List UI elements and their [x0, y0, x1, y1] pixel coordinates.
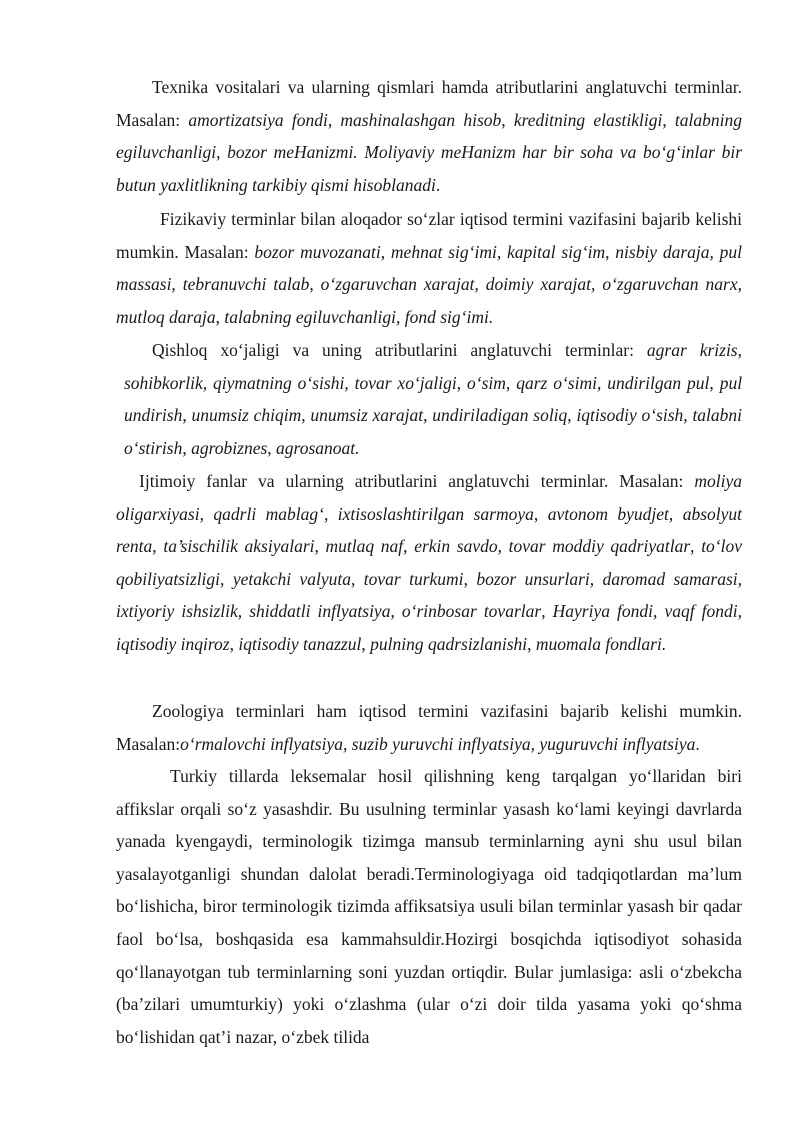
italic-term: fond sig‘imi. [404, 306, 494, 327]
text-run: , [589, 568, 603, 589]
text-run: Turkiy tillarda leksemalar hosil qilishning keng tarqalgan yo‘llaridan biri affikslar orqali so‘z yasashdir. Bu usulning terminlar yasash ko‘lami keyingi davrlarda yanada kyengaydi, terminologik tizimga mansub terminlarning ayni shu usul bilan yasalayotganligi shundan dalolat beradi.Terminologiyaga oid tadqiqotlardan ma’lum bo‘lishicha, biror terminologik tizimda affiksatsiya usuli bilan terminlar yasash bir qadar faol bo‘lsa, boshqasida esa kammahsuldir.Hozirgi bosqichda iqtisodiyot sohasida qo‘llanayotgan tub terminlarning soni yuzdan ortiqdir. Bular jumlasiga: asli o‘zbekcha (ba’zilari umumturkiy) yoki o‘zlashma (ular o‘zi doir tilda yasama yoki qo‘shma bo‘lishidan qat’i nazar, o‘zbek tilida [116, 766, 742, 1047]
paragraph-technical-terms [116, 71, 742, 201]
paragraph-affixation [116, 760, 742, 1053]
italic-term: agrobiznes [191, 437, 268, 458]
italic-term: agrar krizis, sohibkorlik, qiymatning o‘sishi, tovar xo‘jaligi [124, 340, 742, 393]
italic-term: undirilgan pul [607, 372, 710, 393]
text-run: , [199, 503, 214, 524]
text-run: , [737, 601, 742, 622]
text-run: , [396, 306, 405, 327]
text-run: , [737, 568, 743, 589]
text-run: , [662, 109, 675, 130]
italic-term: bozor meHanizmi. Moliyaviy meHanizm har bir soha va bo‘g‘inlar bir butun yaxlitlikning tarkibiy qismi hisoblanadi [116, 142, 743, 195]
text-run: , [423, 405, 433, 426]
italic-term: iqtisodiy inqiroz [116, 633, 230, 654]
text-run: . [695, 733, 700, 754]
italic-term: mutloq daraja [116, 306, 216, 327]
italic-term: bozor unsurlari [476, 568, 590, 589]
text-run: , [361, 633, 371, 654]
text-run: , [314, 536, 326, 557]
italic-term: tovar turkumi [363, 568, 464, 589]
italic-term: talabning egiluvchanligi [116, 109, 743, 163]
text-run: , [683, 405, 693, 426]
text-run: , [229, 633, 239, 654]
text-run: , [737, 274, 742, 295]
italic-term: amortizatsiya fondi [188, 109, 328, 130]
text-run: Texnika vositalari va ularning qismlari hamda atributlarini anglatuvchi terminlar. Masalan: [116, 77, 742, 130]
text-run: , [323, 503, 338, 524]
italic-term: pulning qadrsizlanishi [370, 633, 528, 654]
italic-term: ta’sischilik aksiyalari [163, 536, 315, 557]
italic-term: daromad samarasi [602, 568, 738, 589]
paragraph-zoology-terms [116, 695, 742, 760]
italic-term: talabni o‘stirish [124, 405, 743, 458]
text-run: , [403, 536, 415, 557]
italic-term: undiriladigan soliq [432, 405, 568, 426]
italic-term: unumsiz chiqim [191, 405, 302, 426]
text-run: , [390, 601, 402, 622]
text-run: , [182, 437, 192, 458]
italic-term: tovar moddiy qadriyatlar [508, 536, 691, 557]
italic-term: bozor muvozanati [254, 241, 381, 262]
italic-term: o‘rinbosar tovarlar [401, 601, 542, 622]
text-run: , [501, 109, 514, 130]
italic-term: to‘lov qobiliyatsizligi [116, 536, 743, 589]
text-run: , [596, 372, 608, 393]
text-run: , [709, 372, 720, 393]
text-run: , [152, 536, 164, 557]
italic-term: kreditning elastikligi [513, 109, 663, 130]
italic-term: iqtisodiy tanazzul [238, 633, 362, 654]
italic-term: o‘sim [467, 372, 506, 393]
italic-term: ixtiyoriy ishsizlik [116, 601, 238, 622]
text-run: , [215, 306, 225, 327]
text-run: Ijtimoiy fanlar va ularning atributlarini anglatuvchi terminlar. Masalan: [139, 471, 695, 491]
italic-term: vaqf fondi [664, 601, 738, 622]
text-run: , [456, 372, 468, 393]
text-run: , [505, 372, 517, 393]
italic-term: talabning egiluvchanligi [224, 306, 396, 327]
text-run: , [327, 109, 341, 130]
text-run: , [351, 568, 364, 589]
text-run: Fizikaviy terminlar bilan aloqador so‘zlar iqtisod termini vazifasini bajarib kelishi mumkin. Masalan: [116, 209, 742, 262]
italic-term: muomala fondlari. [535, 633, 667, 654]
italic-term: erkin savdo [414, 536, 498, 557]
text-run: Zoologiya terminlari ham iqtisod termini vazifasini bajarib kelishi mumkin. Masalan: [116, 701, 742, 754]
text-run: , [653, 601, 665, 622]
text-run: . [435, 174, 441, 195]
text-run: Qishloq xo‘jaligi va uning atributlarini anglatuvchi terminlar: [152, 340, 647, 360]
text-run: , [267, 437, 277, 458]
italic-term: pul undirish [124, 372, 743, 426]
text-run: , [533, 503, 548, 524]
text-run: , [541, 601, 553, 622]
text-run: , [605, 241, 616, 262]
text-run: , [301, 405, 311, 426]
italic-term: shiddatli inflyatsiya [249, 601, 391, 622]
italic-term: moliya oligarxiyasi [116, 471, 742, 524]
text-run: , [216, 142, 228, 163]
text-run: , [380, 241, 391, 262]
italic-term: mutlaq naf [325, 536, 404, 557]
italic-term: o‘rmalovchi inflyatsiya, suzib yuruvchi inflyatsiya, yuguruvchi inflyatsiya [180, 733, 696, 754]
text-run: , [182, 405, 192, 426]
italic-term: unumsiz xarajat [310, 405, 424, 426]
italic-term: qarz o‘simi [516, 372, 597, 393]
italic-term: mashinalashgan hisob [340, 109, 502, 130]
italic-term: Hayriya fondi [552, 601, 654, 622]
italic-term: qadrli mablag‘ [213, 503, 324, 524]
text-run: , [668, 503, 683, 524]
text-run: , [463, 568, 477, 589]
italic-term: nisbiy daraja, pul massasi, tebranuvchi talab, o‘zgaruvchan xarajat, doimiy xarajat, o‘zgaruvchan narx [116, 241, 743, 295]
text-run: , [567, 405, 577, 426]
text-run: , [237, 601, 250, 622]
text-run: , [690, 536, 702, 557]
paragraph-physics-terms [116, 203, 742, 333]
text-run: , [527, 633, 536, 654]
italic-term: mehnat sig‘imi, kapital sig‘im [390, 241, 606, 262]
italic-term: yetakchi valyuta [232, 568, 352, 589]
text-run: , [497, 536, 509, 557]
italic-term: ixtisoslashtirilgan sarmoya [337, 503, 534, 524]
italic-term: agrosanoat. [276, 437, 360, 458]
paragraph-agriculture-terms [124, 334, 742, 464]
italic-term: absolyut renta [116, 503, 743, 557]
italic-term: avtonom byudjet [547, 503, 669, 524]
italic-term: iqtisodiy o‘sish [576, 405, 684, 426]
paragraph-social-science-terms [116, 465, 742, 661]
text-run: , [220, 568, 233, 589]
